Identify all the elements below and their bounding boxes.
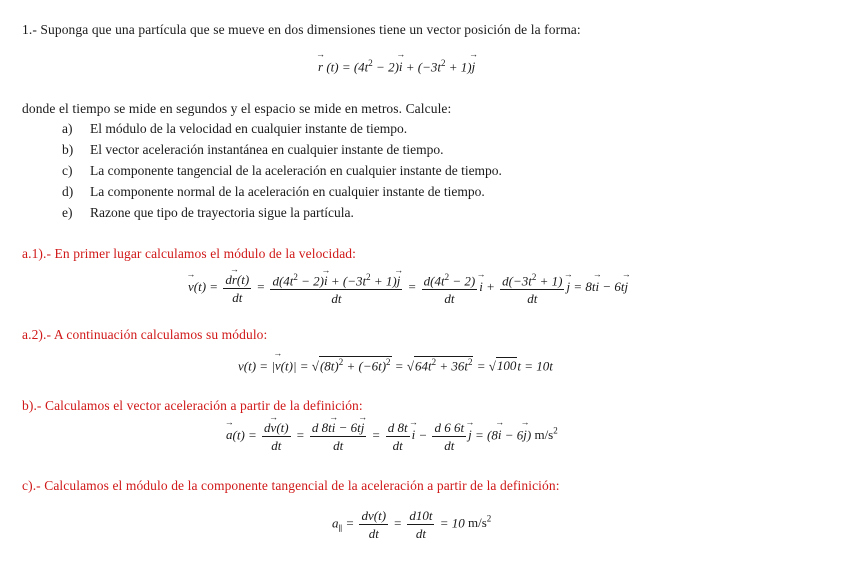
heading-c: c).- Calculamos el módulo de la componente tangencial de la aceleración a partir de la definición: xyxy=(22,478,560,493)
tangential-acceleration-equation: $a_\parallel$ = $\frac{dv(t)}{dt}$ = $\frac{d10t}{dt}$ = 10 $m/s^2$ xyxy=(332,508,492,541)
list-text: Razone que tipo de trayectoria sigue la partícula. xyxy=(90,205,354,220)
position-vector-equation: → r $(t) = (4t^2 - 2)\to i + (-3t^2 + 1)\to j$ xyxy=(318,58,475,75)
heading-a1: a.1).- En primer lugar calculamos el módulo de la velocidad: xyxy=(22,246,357,261)
list-item xyxy=(62,163,502,179)
list-text: El vector aceleración instantánea en cualquier instante de tiempo. xyxy=(90,142,444,157)
heading-b: b).- Calculamos el vector aceleración a partir de la definición: xyxy=(22,398,363,413)
units-sentence: donde el tiempo se mide en segundos y el espacio se mide en metros. Calcule: xyxy=(22,101,452,116)
list-item xyxy=(62,184,485,200)
list-marker: a) xyxy=(62,121,73,136)
problem-statement: 1.- Suponga que una partícula que se mueve en dos dimensiones tiene un vector posición de la forma: xyxy=(22,22,581,37)
list-item xyxy=(62,121,407,137)
list-marker: c) xyxy=(62,163,73,178)
acceleration-equation: → a(t) = $\frac{d\to v(t)}{dt}$ = $\frac{d 8t\to i - 6t\to j}{dt}$ = $\frac{d 8t}{dt}$ → i − $\frac{d 6 6t}{dt}$ → j = (8→ i − 6→ j) $m/s^2$ xyxy=(226,420,558,453)
heading-a2: a.2).- A continuación calculamos su módulo: xyxy=(22,327,268,342)
list-text: La componente tangencial de la aceleración en cualquier instante de tiempo. xyxy=(90,163,502,178)
list-marker: e) xyxy=(62,205,73,220)
list-marker: d) xyxy=(62,184,74,199)
list-text: El módulo de la velocidad en cualquier instante de tiempo. xyxy=(90,121,408,136)
list-item xyxy=(62,205,354,221)
list-marker: b) xyxy=(62,142,74,157)
velocity-equation: → v(t) = $\frac{d\to r(t)}{dt}$ = $\frac{d(4t^2 - 2)\to i + (-3t^2 + 1)\to j}{dt}$ = $\frac{d(4t^2 - 2)}{dt}$ → i + $\frac{d(-3t^2 + 1)}{dt}$ → j = 8t→ i − 6t→ j xyxy=(188,270,628,306)
speed-equation: v(t) = |→ $v(t)| = √(8t)^2 + (-6t)^2 = √64t^2 + 36t^2 = √100t = 10t$ xyxy=(238,356,553,374)
list-item xyxy=(62,142,443,158)
list-text: La componente normal de la aceleración en cualquier instante de tiempo. xyxy=(90,184,485,199)
